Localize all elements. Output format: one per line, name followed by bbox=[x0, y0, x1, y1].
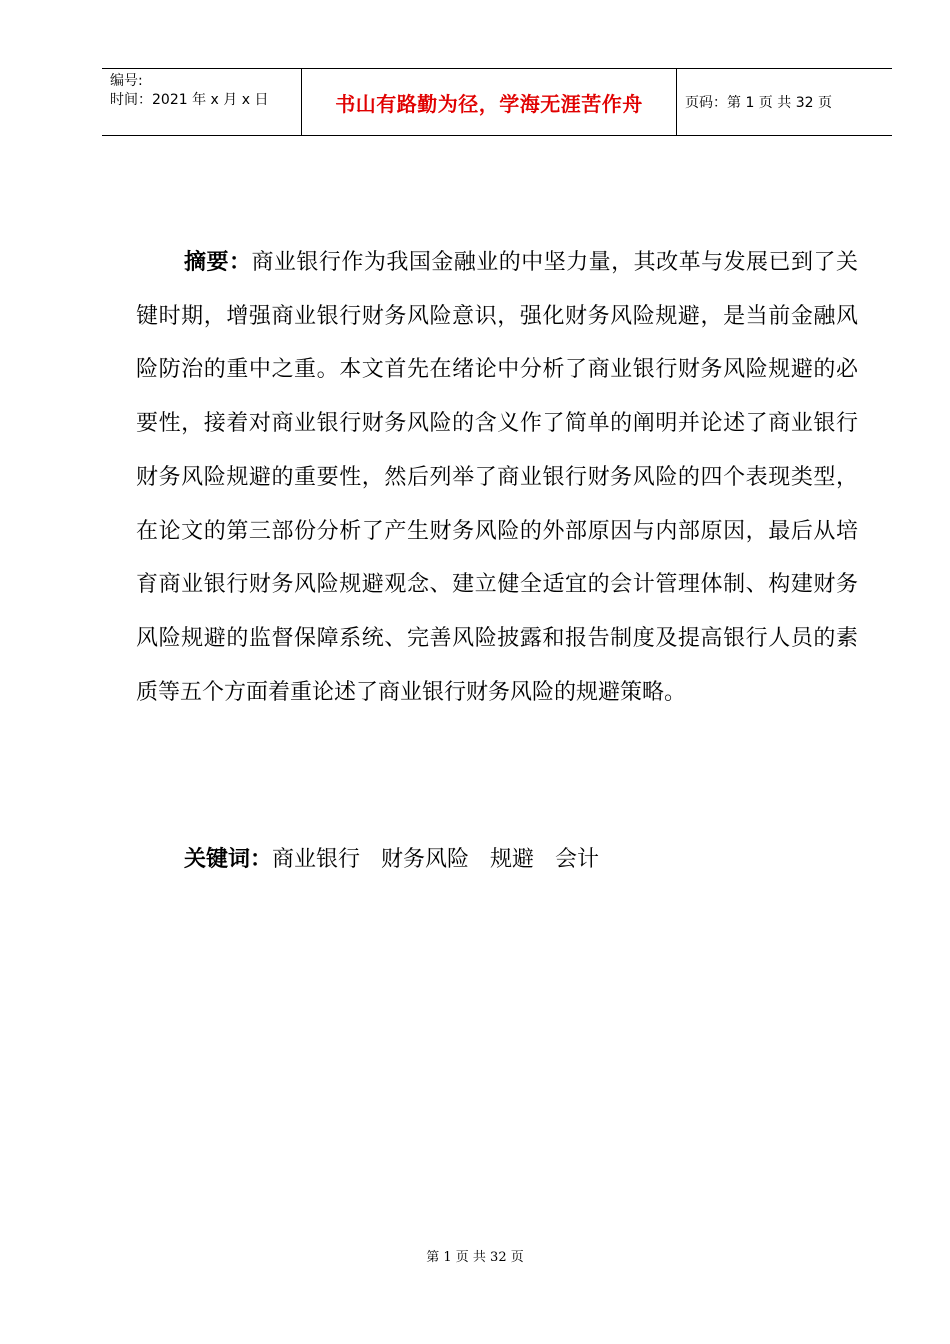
header-page-info: 页码：第 1 页 共 32 页 bbox=[685, 95, 832, 111]
keyword-item: 会计 bbox=[555, 847, 600, 872]
keywords-label: 关键词： bbox=[184, 847, 273, 872]
keyword-item: 商业银行 bbox=[272, 847, 361, 872]
page-footer: 第 1 页 共 32 页 bbox=[426, 1250, 524, 1265]
abstract-text: 商业银行作为我国金融业的中坚力量，其改革与发展已到了关键时期，增强商业银行财务风险意识，强化财务风险规避，是当前金融风险防治的重中之重。本文首先在绪论中分析了商业银行财务风险规避的必要性，接着对商业银行财务风险的含义作了简单的阐明并论述了商业银行财务风险规避的重要性，然后列举了商业银行财务风险的四个表现类型，在论文的第三部份分析了产生财务风险的外部原因与内部原因，最后从培育商业银行财务风险规避观念、建立健全适宜的会计管理体制、构建财务风险规避的监督保障系统、完善风险披露和报告制度及提高银行人员的素质等五个方面着重论述了商业银行财务风险的规避策略。 bbox=[136, 250, 858, 705]
keyword-item: 财务风险 bbox=[381, 847, 470, 872]
abstract-label: 摘要： bbox=[184, 250, 252, 275]
number-label: 编号: bbox=[110, 73, 143, 89]
abstract-paragraph bbox=[136, 236, 858, 719]
keywords-line bbox=[184, 840, 599, 880]
header-meta bbox=[102, 69, 302, 135]
header-motto: 书山有路勤为径，学海无涯苦作舟 bbox=[302, 69, 677, 135]
document-header bbox=[102, 68, 892, 136]
time-label: 时间：2021 年 x 月 x 日 bbox=[110, 92, 269, 108]
keyword-item: 规避 bbox=[490, 847, 535, 872]
